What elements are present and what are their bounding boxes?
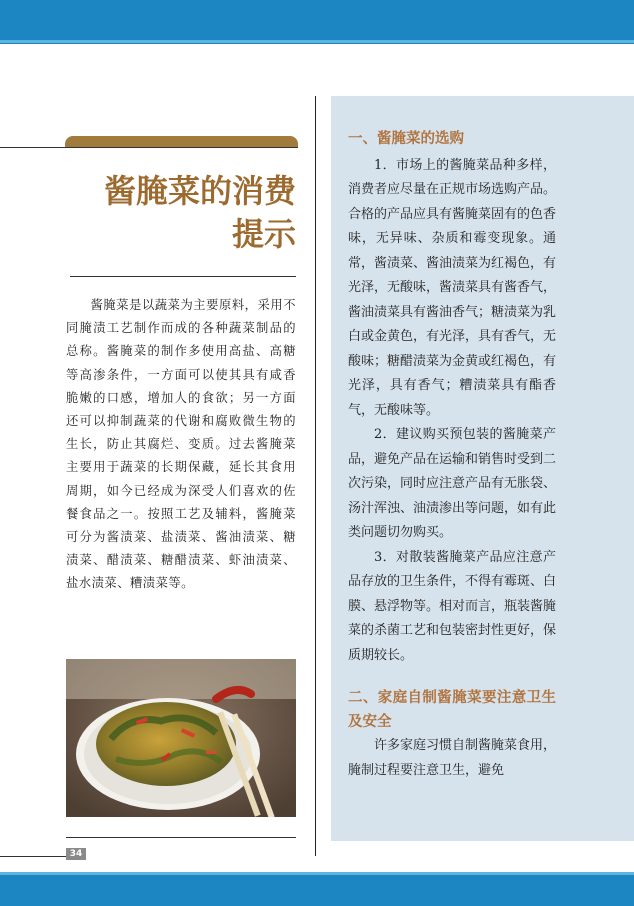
section1-paragraph3: 3．对散装酱腌菜产品应注意产品存放的卫生条件，不得有霉斑、白膜、悬浮物等。相对而言，瓶装酱腌菜的杀菌工艺和包装密封性更好，保质期较长。 bbox=[348, 549, 557, 663]
section2-heading: 二、家庭自制酱腌菜要注意卫生及安全 bbox=[348, 690, 556, 730]
article-title bbox=[70, 170, 296, 256]
section2-paragraph1: 许多家庭习惯自制酱腌菜食用，腌制过程要注意卫生，避免 bbox=[348, 738, 557, 778]
section1-paragraph1: 1．市场上的酱腌菜品种多样，消费者应尽量在正规市场选购产品。合格的产品应具有酱腌菜固有的色香味，无异味、杂质和霉变现象。通常，酱渍菜、酱油渍菜为红褐色，有光泽，无酸味，酱渍菜具有酱香气，酱油渍菜具有酱油香气；糖渍菜为乳白或金黄色，有光泽，具有香气，无酸味；糖醋渍菜为金黄或红褐色，有光泽，具有香气；糟渍菜具有酯香气，无酸味等。 bbox=[348, 157, 557, 418]
right-column-text bbox=[348, 127, 556, 783]
pickled-vegetables-photo bbox=[66, 659, 296, 817]
article-title-line1: 酱腌菜的消费 bbox=[103, 172, 296, 210]
section1-heading: 一、酱腌菜的选购 bbox=[348, 131, 464, 147]
intro-column bbox=[66, 294, 296, 596]
title-tab-decoration bbox=[65, 136, 298, 147]
header-rule bbox=[0, 147, 298, 148]
article-title-line2: 提示 bbox=[231, 215, 296, 253]
bottom-color-band bbox=[0, 872, 634, 906]
top-band-stripe bbox=[0, 40, 634, 43]
intro-paragraph: 酱腌菜是以蔬菜为主要原料，采用不同腌渍工艺制作而成的各种蔬菜制品的总称。酱腌菜的制作多使用高盐、高糖等高渗条件，一方面可以使其具有咸香脆嫩的口感，增加人的食欲；另一方面还可以抑制蔬菜的代谢和腐败微生物的生长，防止其腐烂、变质。过去酱腌菜主要用于蔬菜的长期保藏，延长其食用周期，如今已经成为深受人们喜欢的佐餐食品之一。按照工艺及辅料，酱腌菜可分为酱渍菜、盐渍菜、酱油渍菜、糖渍菜、醋渍菜、糖醋渍菜、虾油渍菜、盐水渍菜、糟渍菜等。 bbox=[66, 298, 296, 591]
column-divider bbox=[315, 96, 316, 856]
page-number: 34 bbox=[66, 848, 86, 860]
bottom-band-stripe bbox=[0, 872, 634, 875]
top-color-band bbox=[0, 0, 634, 44]
pickled-vegetables-illustration bbox=[66, 659, 296, 817]
page-number-rule bbox=[0, 856, 66, 857]
title-underline bbox=[70, 276, 296, 277]
section1-paragraph2: 2．建议购买预包装的酱腌菜产品，避免产品在运输和销售时受到二次污染，同时应注意产品有无胀袋、汤汁浑浊、油渍渗出等问题，如有此类问题切勿购买。 bbox=[348, 427, 557, 540]
photo-underline bbox=[66, 837, 296, 838]
